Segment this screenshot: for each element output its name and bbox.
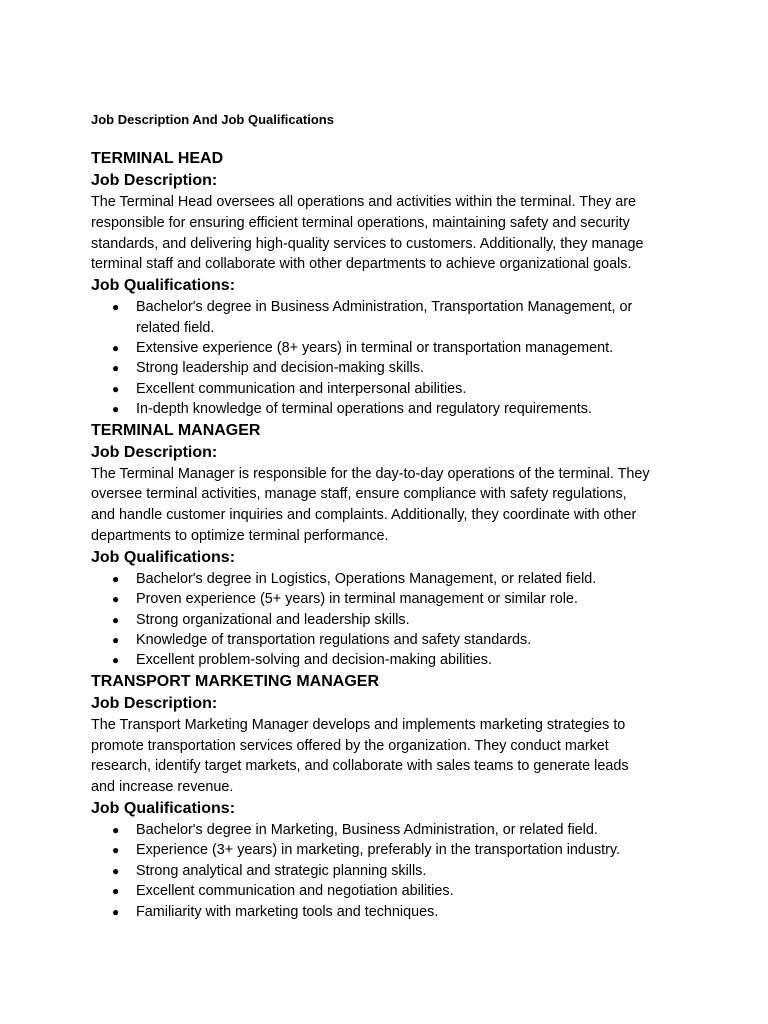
list-item (91, 902, 691, 922)
list-item-text: Proven experience (5+ years) in terminal management or similar role. (136, 591, 578, 608)
bullet-icon: ● (112, 612, 120, 627)
qualifications-list (91, 297, 691, 419)
bullet-icon: ● (112, 884, 120, 899)
list-item-text: Familiarity with marketing tools and techniques. (136, 903, 439, 920)
qualifications-list (91, 820, 691, 922)
list-item (91, 569, 691, 589)
list-item (91, 297, 691, 338)
list-item-text: Strong analytical and strategic planning skills. (136, 862, 427, 879)
bullet-icon: ● (112, 863, 120, 878)
document-title: Job Description And Job Qualifications (91, 112, 334, 127)
list-item-text: Experience (3+ years) in marketing, preferably in the transportation industry. (136, 842, 621, 859)
section-terminal-manager (91, 420, 691, 671)
list-item-text: Excellent problem-solving and decision-making abilities. (136, 652, 492, 669)
section-terminal-head (91, 148, 691, 420)
list-item (91, 589, 691, 609)
role-title: TERMINAL MANAGER (91, 421, 261, 439)
list-item-text: In-depth knowledge of terminal operations and regulatory requirements. (136, 401, 592, 418)
bullet-icon: ● (112, 843, 120, 858)
description-heading: Job Description: (91, 694, 218, 712)
role-title: TERMINAL HEAD (91, 150, 224, 167)
bullet-icon: ● (112, 361, 120, 376)
description-paragraph: The Terminal Head oversees all operations and activities within the terminal. They are responsible for ensuring efficient terminal operations, maintaining safety and security standards, and delivering high-quality services to customers. Additionally, they manage terminal staff and collaborate with other departments to achieve organizational goals. (91, 194, 644, 273)
bullet-icon: ● (112, 592, 120, 607)
qualifications-heading: Job Qualifications: (91, 277, 236, 295)
bullet-icon: ● (112, 341, 120, 355)
qualifications-heading: Job Qualifications: (91, 548, 236, 566)
qualifications-heading: Job Qualifications: (91, 800, 236, 818)
list-item (91, 610, 691, 630)
description-paragraph: The Transport Marketing Manager develops and implements marketing strategies to promote transportation services offered by the organization. They conduct market research, identify target markets, and collaborate with sales teams to generate leads and increase revenue. (91, 716, 629, 796)
list-item-text: Strong leadership and decision-making skills. (136, 360, 424, 377)
list-item-text: Bachelor's degree in Logistics, Operations Management, or related field. (136, 570, 597, 587)
section-transport-marketing-manager (91, 671, 691, 922)
list-item (91, 379, 691, 399)
role-title: TRANSPORT MARKETING MANAGER (91, 672, 379, 690)
bullet-icon: ● (112, 381, 120, 396)
description-paragraph: The Terminal Manager is responsible for the day-to-day operations of the terminal. They oversee terminal activities, manage staff, ensure compliance with safety regulations, and handle customer inquiries and complaints. Additionally, they coordinate with other departments to optimize terminal performance. (91, 465, 650, 545)
list-item-text: Knowledge of transportation regulations and safety standards. (136, 632, 532, 649)
bullet-icon: ● (112, 904, 120, 919)
list-item (91, 650, 691, 670)
list-item-text: Extensive experience (8+ years) in terminal or transportation management. (136, 340, 614, 356)
list-item (91, 881, 691, 901)
list-item-text: Excellent communication and interpersonal abilities. (136, 380, 467, 397)
list-item (91, 820, 691, 840)
list-item (91, 840, 691, 860)
bullet-icon: ● (112, 402, 120, 417)
list-item-text: Bachelor's degree in Marketing, Business Administration, or related field. (136, 822, 598, 839)
description-heading: Job Description: (91, 172, 218, 189)
qualifications-list (91, 569, 691, 671)
list-item-text: Bachelor's degree in Business Administration, Transportation Management, or related field. (136, 299, 633, 336)
bullet-icon: ● (112, 653, 120, 668)
bullet-icon: ● (112, 823, 120, 838)
bullet-icon: ● (112, 633, 120, 648)
bullet-icon: ● (112, 300, 120, 315)
bullet-icon: ● (112, 571, 120, 586)
list-item (91, 630, 691, 650)
list-item-text: Excellent communication and negotiation abilities. (136, 883, 454, 900)
list-item (91, 399, 691, 419)
description-heading: Job Description: (91, 443, 218, 461)
document-page (91, 110, 691, 922)
list-item-text: Strong organizational and leadership skills. (136, 611, 410, 628)
list-item (91, 861, 691, 881)
list-item (91, 358, 691, 378)
list-item (91, 338, 691, 358)
